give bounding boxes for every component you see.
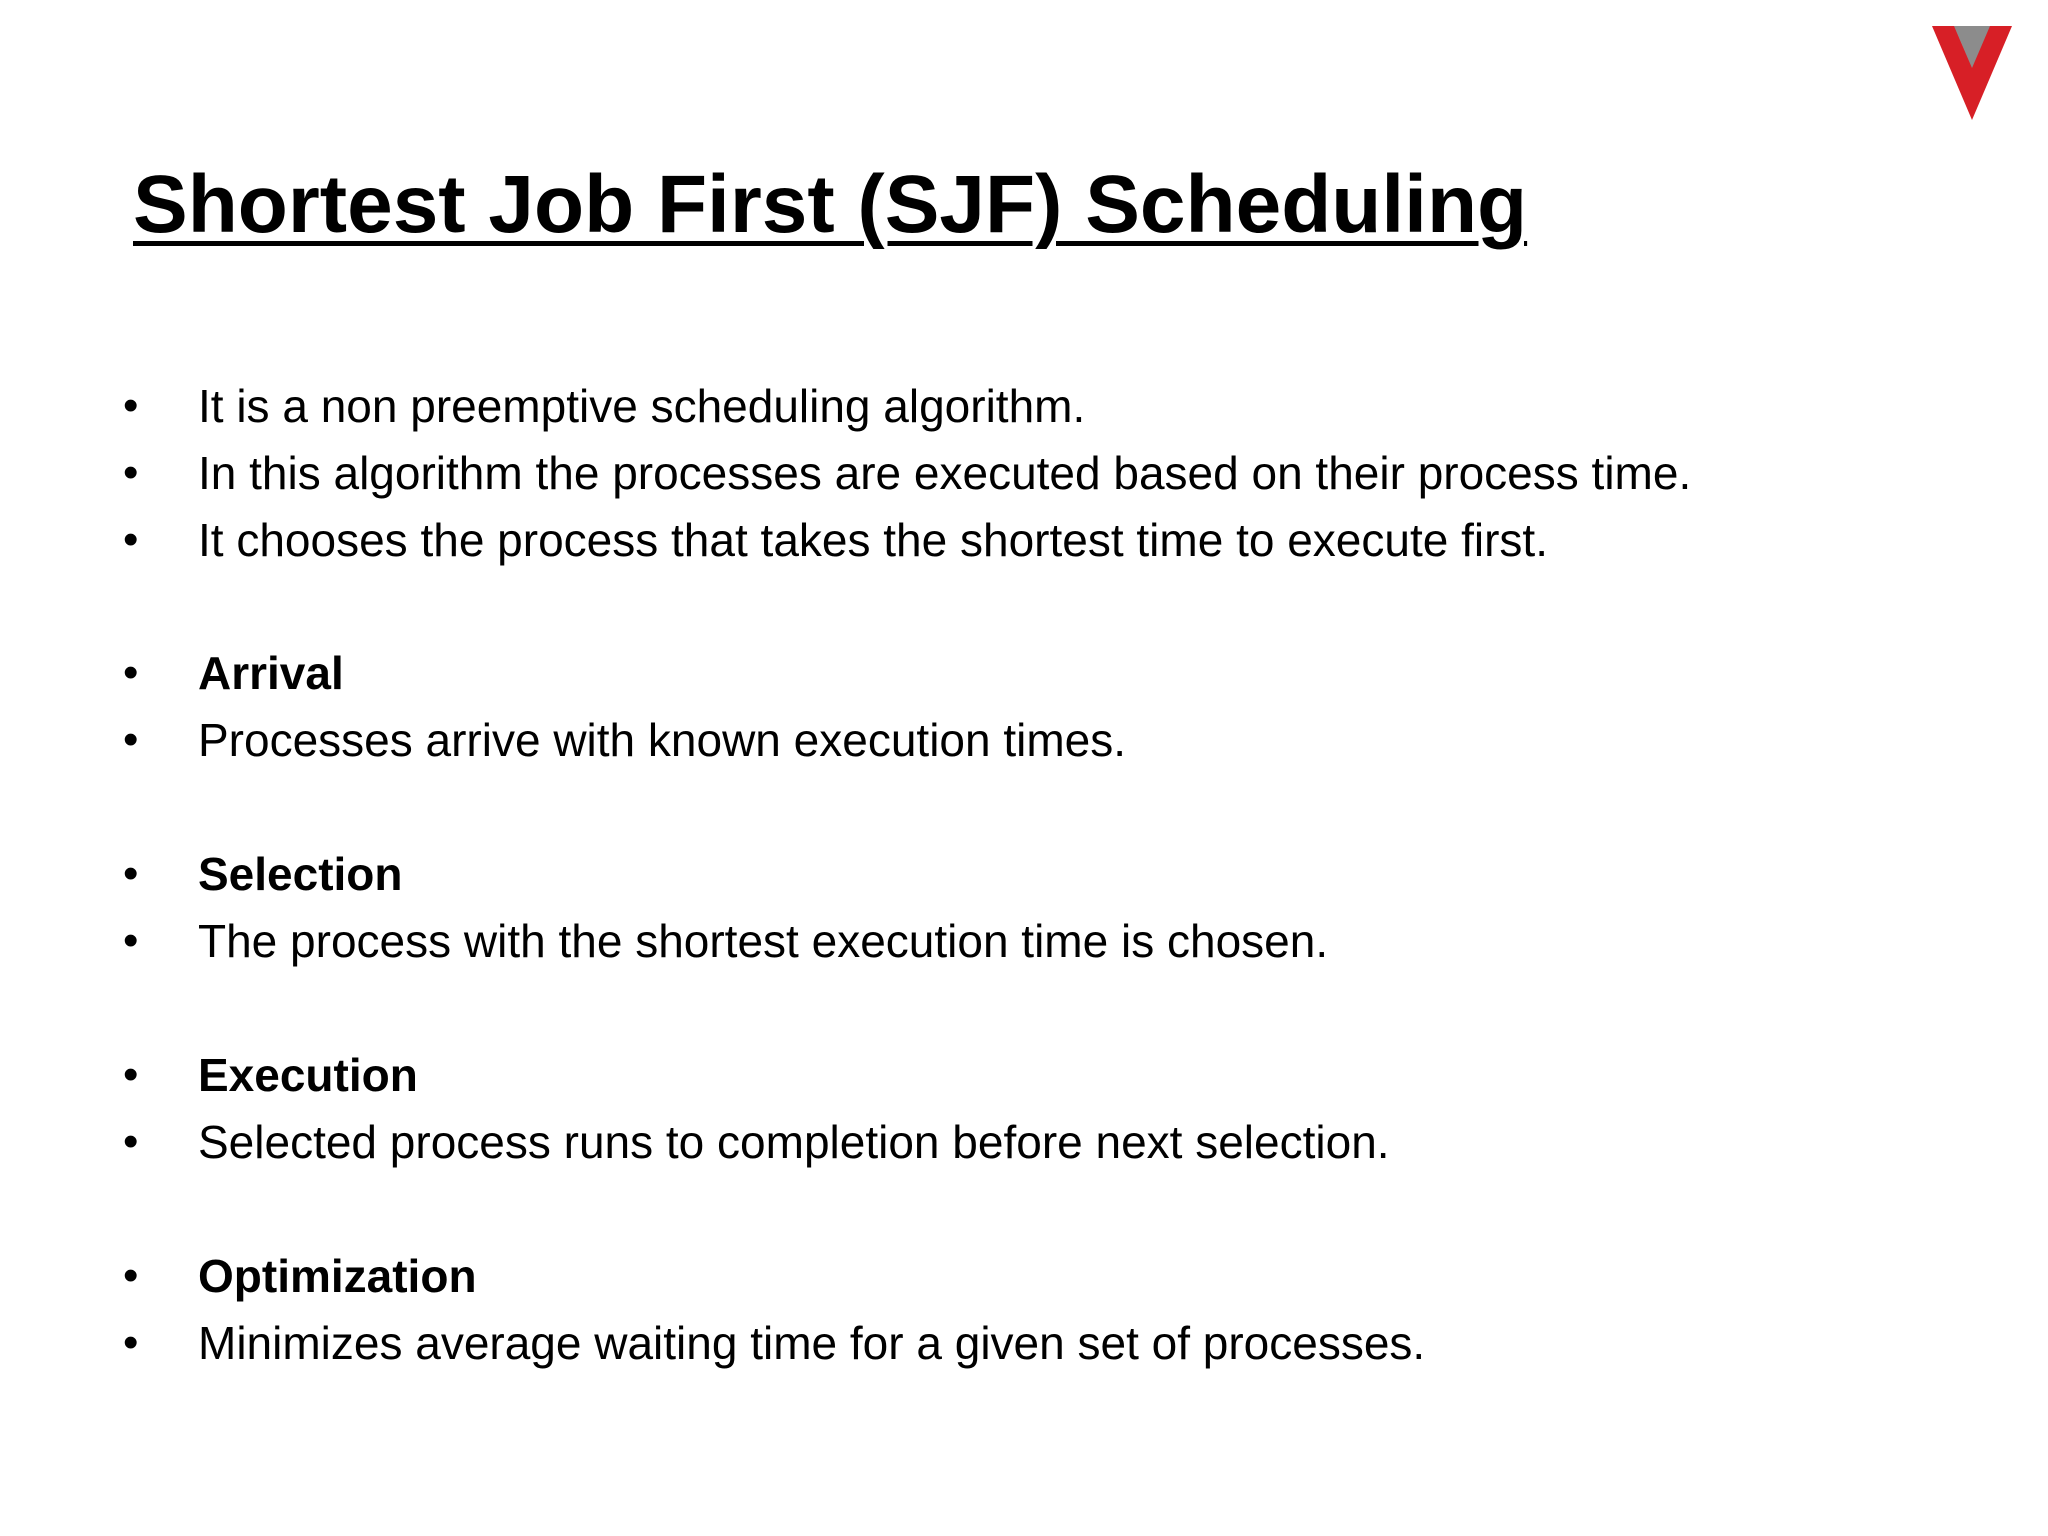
section-heading-arrival: Arrival <box>198 647 344 699</box>
bullet-item <box>0 911 1900 971</box>
bullet-dot-icon: • <box>123 715 139 764</box>
bullet-dot-icon: • <box>123 849 139 898</box>
bullet-dot-icon: • <box>123 448 139 497</box>
bullet-text: Processes arrive with known execution times. <box>198 714 1127 766</box>
bullet-text: The process with the shortest execution time is chosen. <box>198 915 1329 967</box>
bullet-dot-icon: • <box>123 648 139 697</box>
bullet-text: Minimizes average waiting time for a given set of processes. <box>198 1317 1426 1369</box>
bullet-item <box>0 443 1900 503</box>
bullet-dot-icon: • <box>123 916 139 965</box>
bullet-item <box>0 1246 1900 1306</box>
bullet-dot-icon: • <box>123 1318 139 1367</box>
bullet-item <box>0 844 1900 904</box>
bullet-text: Selected process runs to completion before next selection. <box>198 1116 1390 1168</box>
bullet-item <box>0 1313 1900 1373</box>
bullet-item <box>0 1045 1900 1105</box>
bullet-dot-icon: • <box>123 515 139 564</box>
bullet-item <box>0 710 1900 770</box>
bullet-dot-icon: • <box>123 381 139 430</box>
bullet-text: It chooses the process that takes the shortest time to execute first. <box>198 514 1548 566</box>
bullet-item <box>0 510 1900 570</box>
bullet-dot-icon: • <box>123 1050 139 1099</box>
bullet-text: In this algorithm the processes are executed based on their process time. <box>198 447 1692 499</box>
bullet-item <box>0 643 1900 703</box>
section-heading-optimization: Optimization <box>198 1250 477 1302</box>
bullet-dot-icon: • <box>123 1251 139 1300</box>
bullet-item <box>0 1112 1900 1172</box>
bullet-text: It is a non preemptive scheduling algorithm. <box>198 380 1086 432</box>
slide-title: Shortest Job First (SJF) Scheduling <box>133 159 1528 250</box>
bullet-dot-icon: • <box>123 1117 139 1166</box>
section-heading-execution: Execution <box>198 1049 418 1101</box>
section-heading-selection: Selection <box>198 848 403 900</box>
bullet-item <box>0 376 1900 436</box>
